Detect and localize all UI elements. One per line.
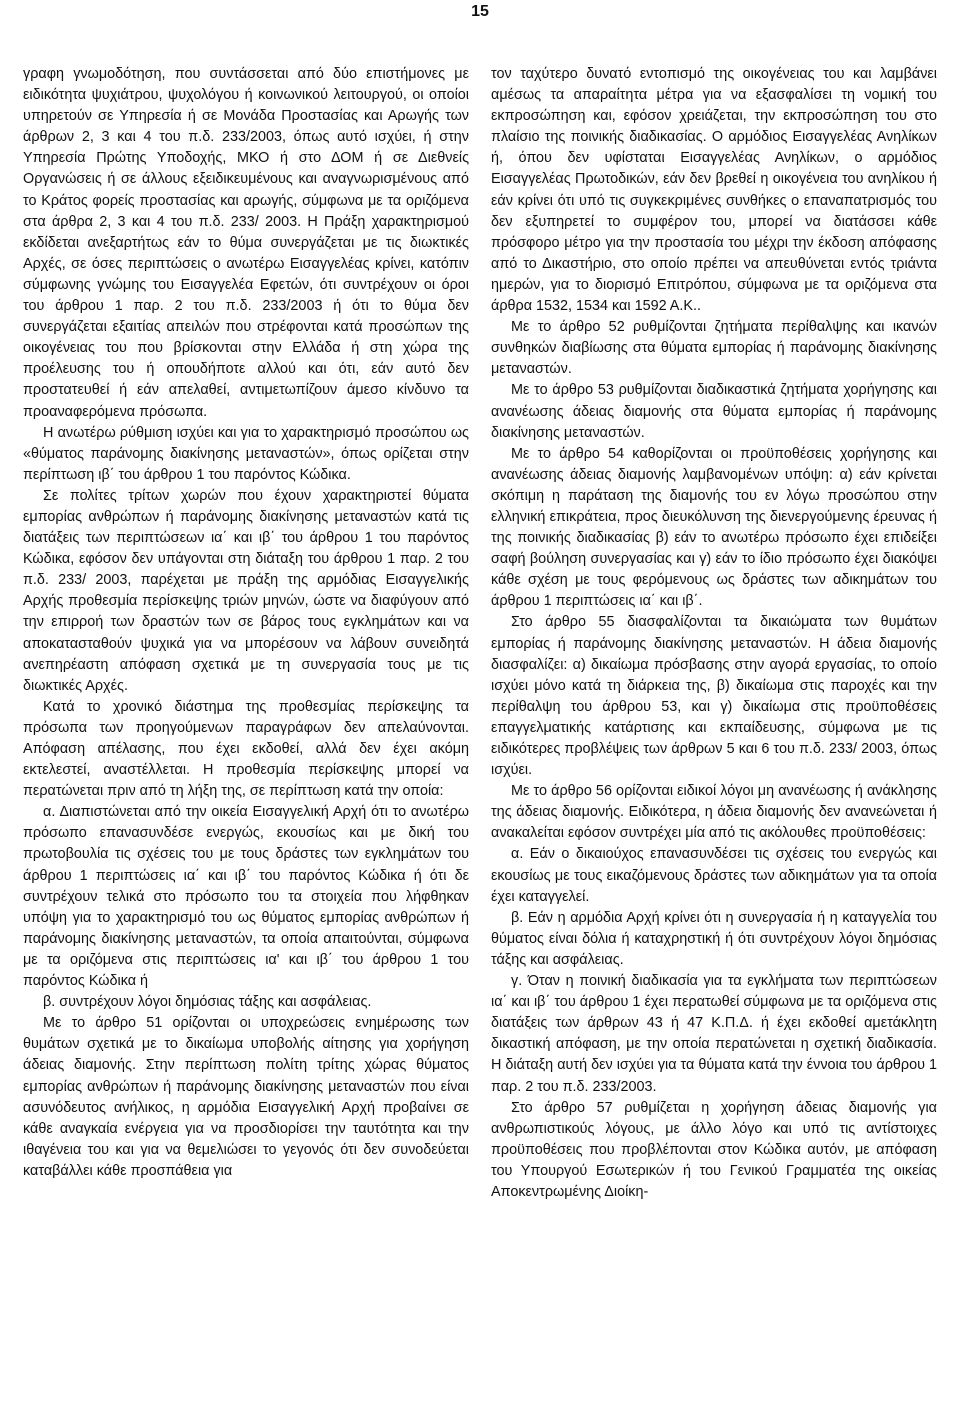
paragraph: Με το άρθρο 51 ορίζονται οι υποχρεώσεις ενημέρωσης των θυμάτων σχετικά με το δικαίωμα υποβολής αίτησης για χορήγηση άδειας διαμονής. Στην περίπτωση πολίτη τρίτης χώρας θύματος εμπορίας ανθρώπων ή παράνομης διακίνησης μεταναστών που είναι ασυνόδευτος ανήλικος, η αρμόδια Εισαγγελική Αρχή προβαίνει σε κάθε αναγκαία ενέργεια για να προσδιορίσει την ταυτότητα και την ιθαγένεια του και για να θεμελιώσει το γεγονός ότι δεν συνοδεύεται καταβάλλει κάθε προσπάθεια για <box>23 1015 469 1179</box>
paragraph: γ. Όταν η ποινική διαδικασία για τα εγκλήματα των περιπτώσεων ια΄ και ιβ΄ του άρθρου 1 έχει περατωθεί σύμφωνα με τα οριζόμενα στις διατάξεις των άρθρων 43 ή 47 Κ.Π.Δ. ή έχει εκδοθεί αμετάκλητη δικαστική απόφαση, με την οποία περατώνεται η σχετική διαδικασία. Η διάταξη αυτή δεν ισχύει για τα θύματα κατά την έννοια του άρθρου 1 παρ. 2 του π.δ. 233/2003. <box>491 973 937 1095</box>
paragraph: Με το άρθρο 53 ρυθμίζονται διαδικαστικά ζητήματα χορήγησης και ανανέωσης άδειας διαμονής στα θύματα εμπορίας ή παράνομης διακίνησης μεταναστών. <box>491 382 937 441</box>
paragraph: β. Εάν η αρμόδια Αρχή κρίνει ότι η συνεργασία ή η καταγγελία του θύματος είναι δόλια ή καταχρηστική ή ότι συντρέχουν λόγοι δημόσιας τάξης και ασφάλειας. <box>491 909 937 968</box>
paragraph: α. Διαπιστώνεται από την οικεία Εισαγγελική Αρχή ότι το ανωτέρω πρόσωπο επανασυνδέσε ενεργώς, εκουσίως και με δική του πρωτοβουλία τις σχέσεις του με τους δράστες των εγκλημάτων του άρθρου 1 περιπτώσεις ια΄ και ιβ΄ του παρόντος Κώδικα ή ότι δε συντρέχουν τελικά στο πρόσωπο του τα στοιχεία που λήφθηκαν υπόψη για το χαρακτηρισμό του ως θύματος εμπορίας ανθρώπων ή παράνομης διακίνησης μεταναστών, τα οποία απαιτούνται, σύμφωνα με τα οριζόμενα στις περιπτώσεις ια' και ιβ΄ του άρθρου 1 του παρόντος Κώδικα ή <box>23 804 469 990</box>
paragraph: Κατά το χρονικό διάστημα της προθεσμίας περίσκεψης τα πρόσωπα των προηγούμενων παραγράφων δεν απελαύνονται. Απόφαση απέλασης, που έχει εκδοθεί, αλλά δεν έχει ακόμη εκτελεστεί, αναστέλλεται. Η προθεσμία περίσκεψης μπορεί να περατώνεται πριν από τη λήξη της, σε περίπτωση κατά την οποία: <box>23 698 469 800</box>
paragraph: Η ανωτέρω ρύθμιση ισχύει και για το χαρακτηρισμό προσώπου ως «θύματος παράνομης διακίνησης μεταναστών», όπως ορίζεται στην περίπτωση ιβ΄ του άρθρου 1 του παρόντος Κώδικα. <box>23 424 469 483</box>
paragraph: Με το άρθρο 52 ρυθμίζονται ζητήματα περίθαλψης και ικανών συνθηκών διαβίωσης στα θύματα εμπορίας ή παράνομης διακίνησης μεταναστών. <box>491 319 937 378</box>
paragraph: β. συντρέχουν λόγοι δημόσιας τάξης και ασφάλειας. <box>43 994 372 1011</box>
paragraph: Με το άρθρο 54 καθορίζονται οι προϋποθέσεις χορήγησης και ανανέωσης άδειας διαμονής λαμβανομένων υπόψη: α) εάν κρίνεται σκόπιμη η παράταση της διαμονής του εν λόγω προσώπου στην ελληνική επικράτεια, προς διευκόλυνση της διενεργούμενης έρευνας ή της ποινικής διαδικασίας β) εάν το ανωτέρω πρόσωπο έχει επιδείξει σαφή βούληση συνεργασίας και γ) εάν το ίδιο πρόσωπο έχει διακόψει κάθε σχέση με τους φερόμενους ως δράστες των αδικημάτων του άρθρου 1 περιπτώσεις ια΄ και ιβ΄. <box>491 445 937 610</box>
page-number: 15 <box>471 3 489 20</box>
paragraph: Σε πολίτες τρίτων χωρών που έχουν χαρακτηριστεί θύματα εμπορίας ανθρώπων ή παράνομης διακίνησης μεταναστών κατά τις διατάξεις των περιπτώσεων ια΄ και ιβ΄ του άρθρου 1 του παρόντος Κώδικα, εφόσον δεν υπάγονται στη διάταξη του άρθρου 1 παρ. 2 του π.δ. 233/ 2003, παρέχεται με πράξη της αρμόδιας Εισαγγελικής Αρχής προθεσμία περίσκεψης τριών μηνών, ώστε να διαφύγουν από την επιρροή των δραστών των σε βάρος τους εγκλημάτων και να αποκατασταθούν ψυχικά για να μπορέσουν να λάβουν συνειδητά ανεπηρέαστη απόφαση σχετικά με τη συνεργασία τους με τις διωκτικές Αρχές. <box>23 487 469 694</box>
paragraph: τον ταχύτερο δυνατό εντοπισμό της οικογένειας του και λαμβάνει αμέσως τα απαραίτητα μέτρα για να εξασφαλίσει τη νομική του εκπροσώπηση και, εφόσον χρειάζεται, την εκπροσώπηση του στο πλαίσιο της ποινικής διαδικασίας. Ο αρμόδιος Εισαγγελέας Ανηλίκων ή, όπου δεν υφίσταται Εισαγγελέας Ανηλίκων, ο αρμόδιος Εισαγγελέας Πρωτοδικών, εάν δεν βρεθεί η οικογένεια του ανηλίκου ή εάν κρίνει ότι υπό τις συγκεκριμένες συνθήκες ο επαναπατρισμός του δεν εξυπηρετεί το συμφέρον του, μπορεί να διατάσσει κάθε πρόσφορο μέτρο για την προστασία του μέχρι την έκδοση απόφασης από το Δικαστήριο, στο οποίο πρέπει να απευθύνεται εντός τριάντα ημερών, για το διορισμό Επιτρόπου, σύμφωνα με τα οριζόμενα στα άρθρα 1532, 1534 και 1592 Α.Κ.. <box>491 66 937 315</box>
paragraph: Στο άρθρο 57 ρυθμίζεται η χορήγηση άδειας διαμονής για ανθρωπιστικούς λόγους, με άλλο λόγο και υπό τις αντίστοιχες προϋποθέσεις που προβλέπονται στον Κώδικα αυτόν, με απόφαση του Υπουργού Εσωτερικών ή του Γενικού Γραμματέα της οικείας Αποκεντρωμένης Διοίκη- <box>491 1099 937 1200</box>
paragraph: Στο άρθρο 55 διασφαλίζονται τα δικαιώματα των θυμάτων εμπορίας ή παράνομης διακίνησης μεταναστών. Η άδεια διαμονής διασφαλίζει: α) δικαίωμα πρόσβασης στην αγορά εργασίας, το οποίο ισχύει μόνο κατά τη διάρκεια της, β) δικαίωμα στις παροχές και την περίθαλψη του άρθρου 53, και γ) δικαίωμα στις προϋποθέσεις επαγγελματικής κατάρτισης και εκπαίδευσης, σύμφωνα με τις ειδικότερες προβλέψεις των άρθρων 5 και 6 του π.δ. 233/ 2003, όπως ισχύει. <box>491 614 937 779</box>
paragraph: γραφη γνωμοδότηση, που συντάσσεται από δύο επιστήμονες με ειδικότητα ψυχιάτρου, ψυχολόγου ή κοινωνικού λειτουργού, οι οποίοι υπηρετούν σε Υπηρεσία ή σε Μονάδα Προστασίας και Αρωγής των άρθρων 2, 3 και 4 του π.δ. 233/2003, όπως αυτό ισχύει, ή στην Υπηρεσία Πρώτης Υποδοχής, ΜΚΟ ή στο ΔΟΜ ή σε Διεθνείς Οργανώσεις ή σε άλλους εξειδικευμένους και αναγνωρισμένους από το Κράτος φορείς προστασίας και αρωγής, σύμφωνα με τα οριζόμενα στα άρθρα 2, 3 και 4 του π.δ. 233/ 2003. Η Πράξη χαρακτηρισμού εκδίδεται ανεξαρτήτως εάν το θύμα συνεργάζεται με τις διωκτικές Αρχές, σε όσες περιπτώσεις ο ανωτέρω Εισαγγελέας κρίνει, κατόπιν σύμφωνης γνώμης του Εισαγγελέα Εφετών, ότι συντρέχουν οι όροι του άρθρου 1 παρ. 2 του π.δ. 233/2003 ή ότι το θύμα δεν συνεργάζεται εξαιτίας απειλών που στρέφονται κατά προσώπων της οικογένειας του που βρίσκονται στην Ελλάδα ή στη χώρα της προέλευσης του ή οπουδήποτε αλλού και ότι, εάν αυτό δεν προστατευθεί ή εάν απελαθεί, αντιμετωπίζουν άμεσο κίνδυνο τα προαναφερόμενα πρόσωπα. <box>23 66 469 420</box>
paragraph: Με το άρθρο 56 ορίζονται ειδικοί λόγοι μη ανανέωσης ή ανάκλησης της άδειας διαμονής. Ειδικότερα, η άδεια διαμονής δεν ανανεώνεται ή ανακαλείται εφόσον συντρέχει μία από τις ακόλουθες προϋποθέσεις: <box>491 783 937 842</box>
paragraph: α. Εάν ο δικαιούχος επανασυνδέσει τις σχέσεις του ενεργώς και εκουσίως με τους εικαζόμενους δράστες των αδικημάτων για τα οποία έχει καταγγελεί. <box>491 846 937 905</box>
right-column <box>491 64 937 1203</box>
left-column <box>23 64 469 1182</box>
